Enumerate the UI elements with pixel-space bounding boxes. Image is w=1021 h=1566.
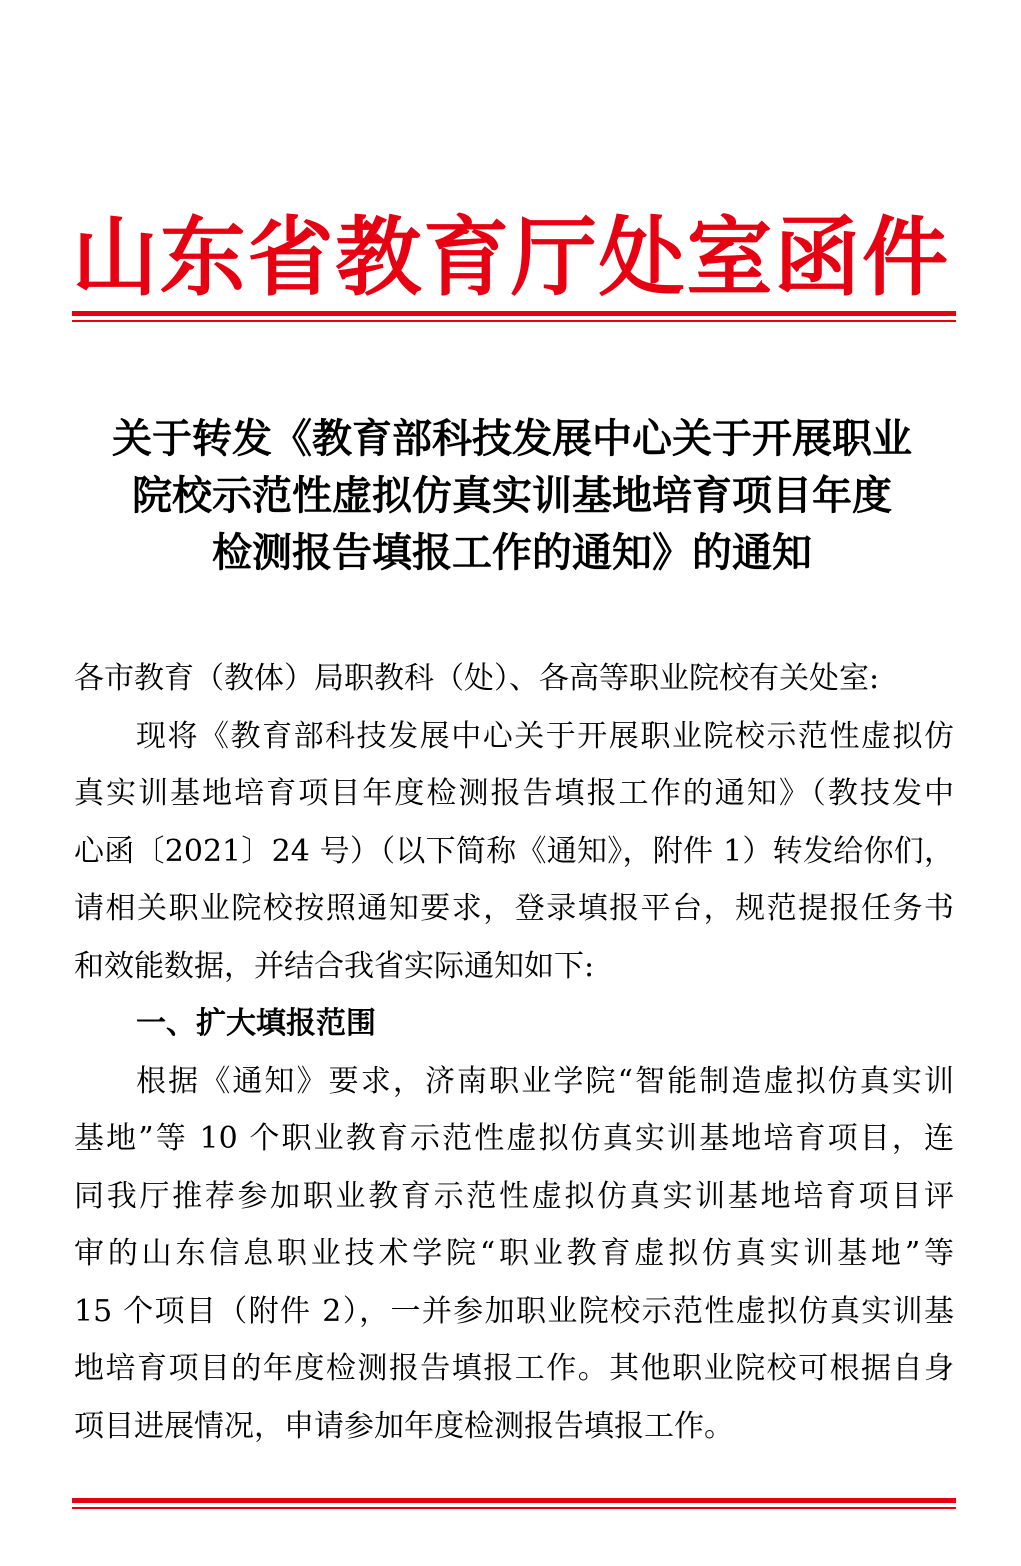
footer-rule-thin (72, 1507, 956, 1509)
paragraph-line: 地培育项目的年度检测报告填报工作。其他职业院校可根据自身 (74, 1351, 954, 1386)
paragraph-line: 15 个项目（附件 2），一并参加职业院校示范性虚拟仿真实训基 (74, 1293, 954, 1329)
document-body (74, 650, 954, 1455)
paragraph-line: 基地”等 10 个职业教育示范性虚拟仿真实训基地培育项目，连 (74, 1121, 954, 1156)
section-heading: 一、扩大填报范围 (136, 1006, 376, 1041)
paragraph-line: 审的山东信息职业技术学院“职业教育虚拟仿真实训基地”等 (74, 1236, 954, 1271)
salutation: 各市教育（教体）局职教科（处）、各高等职业院校有关处室: (74, 661, 880, 696)
paragraph-line: 项目进展情况，申请参加年度检测报告填报工作。 (74, 1408, 734, 1444)
paragraph-line: 请相关职业院校按照通知要求，登录填报平台，规范提报任务书 (74, 891, 954, 926)
paragraph-line: 和效能数据，并结合我省实际通知如下: (74, 948, 595, 984)
paragraph-line: 真实训基地培育项目年度检测报告填报工作的通知》（教技发中 (74, 776, 954, 811)
footer-rule-thick (72, 1498, 956, 1503)
document-title (60, 410, 964, 581)
paragraph-line: 根据《通知》要求，济南职业学院“智能制造虚拟仿真实训 (136, 1063, 954, 1099)
paragraph-line: 同我厅推荐参加职业教育示范性虚拟仿真实训基地培育项目评 (74, 1178, 954, 1214)
masthead-rule-thin (72, 320, 956, 322)
paragraph-line: 现将《教育部科技发展中心关于开展职业院校示范性虚拟仿 (136, 718, 954, 754)
paragraph-2 (74, 1053, 954, 1456)
title-line: 检测报告填报工作的通知》的通知 (212, 529, 812, 576)
paragraph-1 (74, 708, 954, 996)
masthead-title: 山东省教育厅处室函件 (72, 207, 948, 308)
title-line: 关于转发《教育部科技发展中心关于开展职业 (112, 415, 912, 462)
title-line: 院校示范性虚拟仿真实训基地培育项目年度 (132, 472, 892, 519)
masthead-rule-thick (72, 311, 956, 316)
paragraph-line: 心函〔2021〕24 号）（以下简称《通知》，附件 1）转发给你们， (74, 833, 954, 869)
